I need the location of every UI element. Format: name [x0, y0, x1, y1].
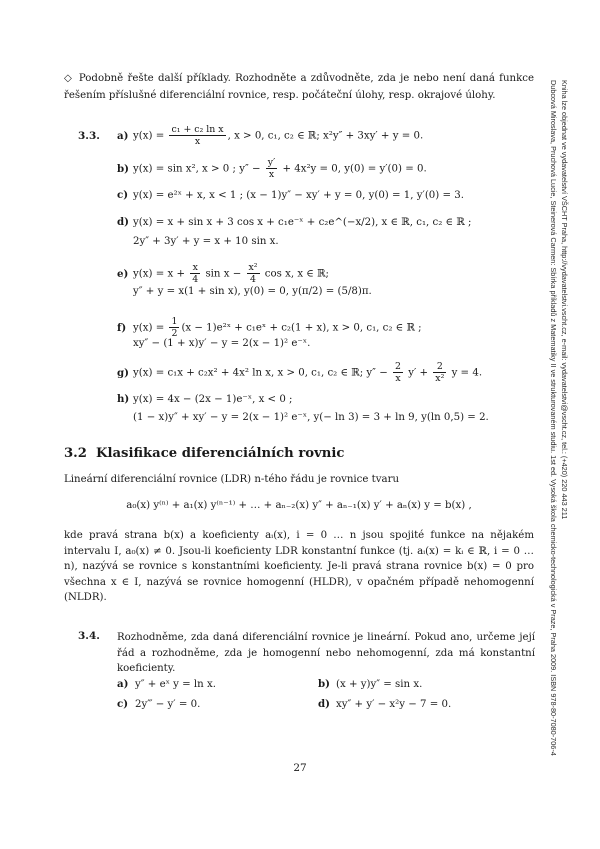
fraction: $\frac{x}{4}$	[192, 262, 199, 285]
section-number: 3.2	[64, 446, 87, 461]
ldr-equation: a₀(x) y⁽ⁿ⁾ + a₁(x) y⁽ⁿ⁻¹⁾ + … + aₙ₋₂(x) y″ + aₙ₋₁(x) y′ + aₙ(x) y = b(x) ,	[126, 500, 472, 511]
exercise-3-4-item-d: d) xy″ + y′ − x²y − 7 = 0.	[318, 698, 452, 710]
fraction: $\frac{2}{\text{x²}}$	[435, 361, 445, 384]
fraction: $\frac{y'}{x}$	[267, 157, 276, 180]
exercise-3-3-item-f: f) y(x) = $\frac{1}{2}$ (x − 1)e²ˣ + c₁eˣ + c₂(1 + x), x > 0, c₁, c₂ ∈ ℝ ;	[117, 316, 422, 339]
exercise-3-4-text: Rozhodněme, zda daná diferenciální rovnice je lineární. Pokud ano, určeme její řád a rozhodněme, zda je homogenní nebo nehomogenní, zda má konstantní koeficienty.	[117, 632, 535, 674]
exercise-3-3-item-e: e) y(x) = x + $\frac{x}{4}$ sin x − $\frac{\text{x²}}{4}$ cos x, x ∈ ℝ;	[117, 262, 329, 285]
exercise-3-3-item-h: h) y(x) = 4x − (2x − 1)e⁻ˣ, x < 0 ;	[117, 393, 293, 405]
exercise-3-3-item-g: g) y(x) = c₁x + c₂x² + 4x² ln x, x > 0, c₁, c₂ ∈ ℝ; y″ − $\frac{2}{x}$ y′ + $\frac{2}{\text{x²}}$ y = 4.	[117, 361, 483, 384]
exercise-3-3-item-d: d) y(x) = x + sin x + 3 cos x + c₁e⁻ˣ + c₂e^(−x/2), x ∈ ℝ, c₁, c₂ ∈ ℝ ;	[117, 216, 472, 228]
exercise-number-3-3: 3.3.	[78, 130, 100, 142]
diamond-icon: ◇	[64, 73, 73, 84]
intro-text: Podobně řešte další příklady. Rozhodněte a zdůvodněte, zda je nebo není daná funkce řešením příslušné diferenciální rovnice, resp. počáteční úlohy, resp. okrajové úlohy.	[64, 73, 534, 101]
exercise-3-3-item-b: b) y(x) = sin x², x > 0 ; y″ − $\frac{y'}{x}$ + 4x²y = 0, y(0) = y′(0) = 0.	[117, 157, 427, 180]
sidebar-citation-line-1: Dubcová Miroslava, Pruchová Lucie, Steinerová Carmen: Sbírka příkladů z Matematiky II ve strukturovaném studiu. 1st ed. Vysoká škola chemicko-technologická v Praze, Praha 2009. ISBN 978-80-7080-706-4	[549, 80, 558, 756]
exercise-3-4-item-b: b) (x + y)y″ = sin x.	[318, 678, 423, 690]
fraction: $\frac{1}{2}$	[171, 316, 178, 339]
section-title: Klasifikace diferenciálních rovnic	[96, 446, 345, 461]
exercise-3-3-item-h-continuation: (1 − x)y″ + xy′ − y = 2(x − 1)² e⁻ˣ, y(− ln 3) = 3 + ln 9, y(ln 0,5) = 2.	[133, 412, 489, 423]
exercise-3-4-item-c: c) 2y‴ − y′ = 0.	[117, 698, 201, 710]
exercise-3-3-item-f-continuation: xy″ − (1 + x)y′ − y = 2(x − 1)² e⁻ˣ.	[133, 338, 311, 349]
exercise-3-3-item-d-continuation: 2y″ + 3y′ + y = x + 10 sin x.	[133, 236, 279, 247]
exercise-3-3-item-a: a) y(x) = $\frac{\text{c₁ + c₂ ln x}}{x}$ , x > 0, c₁, c₂ ∈ ℝ; x²y″ + 3xy′ + y = 0.	[117, 124, 424, 147]
fraction: $\frac{\text{x²}}{4}$	[248, 262, 258, 285]
exercise-3-3-item-e-continuation: y″ + y = x(1 + sin x), y(0) = 0, y(π/2) = (5/8)π.	[133, 286, 372, 297]
intro-paragraph	[64, 70, 534, 104]
ldr-definition-paragraph: kde pravá strana b(x) a koeficienty aᵢ(x), i = 0 … n jsou spojité funkce na nějakém intervalu I, a₀(x) ≠ 0. Jsou-li koeficienty LDR konstantní funkce (tj. aᵢ(x) = kᵢ ∈ ℝ, i = 0 … n), nazývá se rovnice s konstantními koeficienty. Je-li pravá strana rovnice b(x) = 0 pro všechna x ∈ I, nazývá se rovnice homogenní (HLDR), v opačném případě nehomogenní (NLDR).	[64, 530, 534, 603]
section-heading	[64, 446, 344, 461]
ldr-intro: Lineární diferenciální rovnice (LDR) n-tého řádu je rovnice tvaru	[64, 474, 400, 485]
fraction: $\frac{2}{x}$	[394, 361, 401, 384]
sidebar-citation	[548, 80, 572, 840]
fraction: $\frac{\text{c₁ + c₂ ln x}}{x}$	[171, 124, 224, 147]
page-number: 27	[293, 762, 307, 774]
exercise-3-4-item-a: a) y″ + eˣ y = ln x.	[117, 678, 216, 690]
exercise-number-3-4: 3.4.	[78, 630, 100, 642]
exercise-3-3-item-c: c) y(x) = e²ˣ + x, x < 1 ; (x − 1)y″ − xy′ + y = 0, y(0) = 1, y′(0) = 3.	[117, 189, 464, 201]
sidebar-citation-line-2: Kniha lze objednat ve vydavatelství VŠCHT Praha, http://vydavatelstvi.vscht.cz, e-mail: vydavatelstvi@vscht.cz, tel.: (+420) 220 443 211	[560, 80, 569, 520]
